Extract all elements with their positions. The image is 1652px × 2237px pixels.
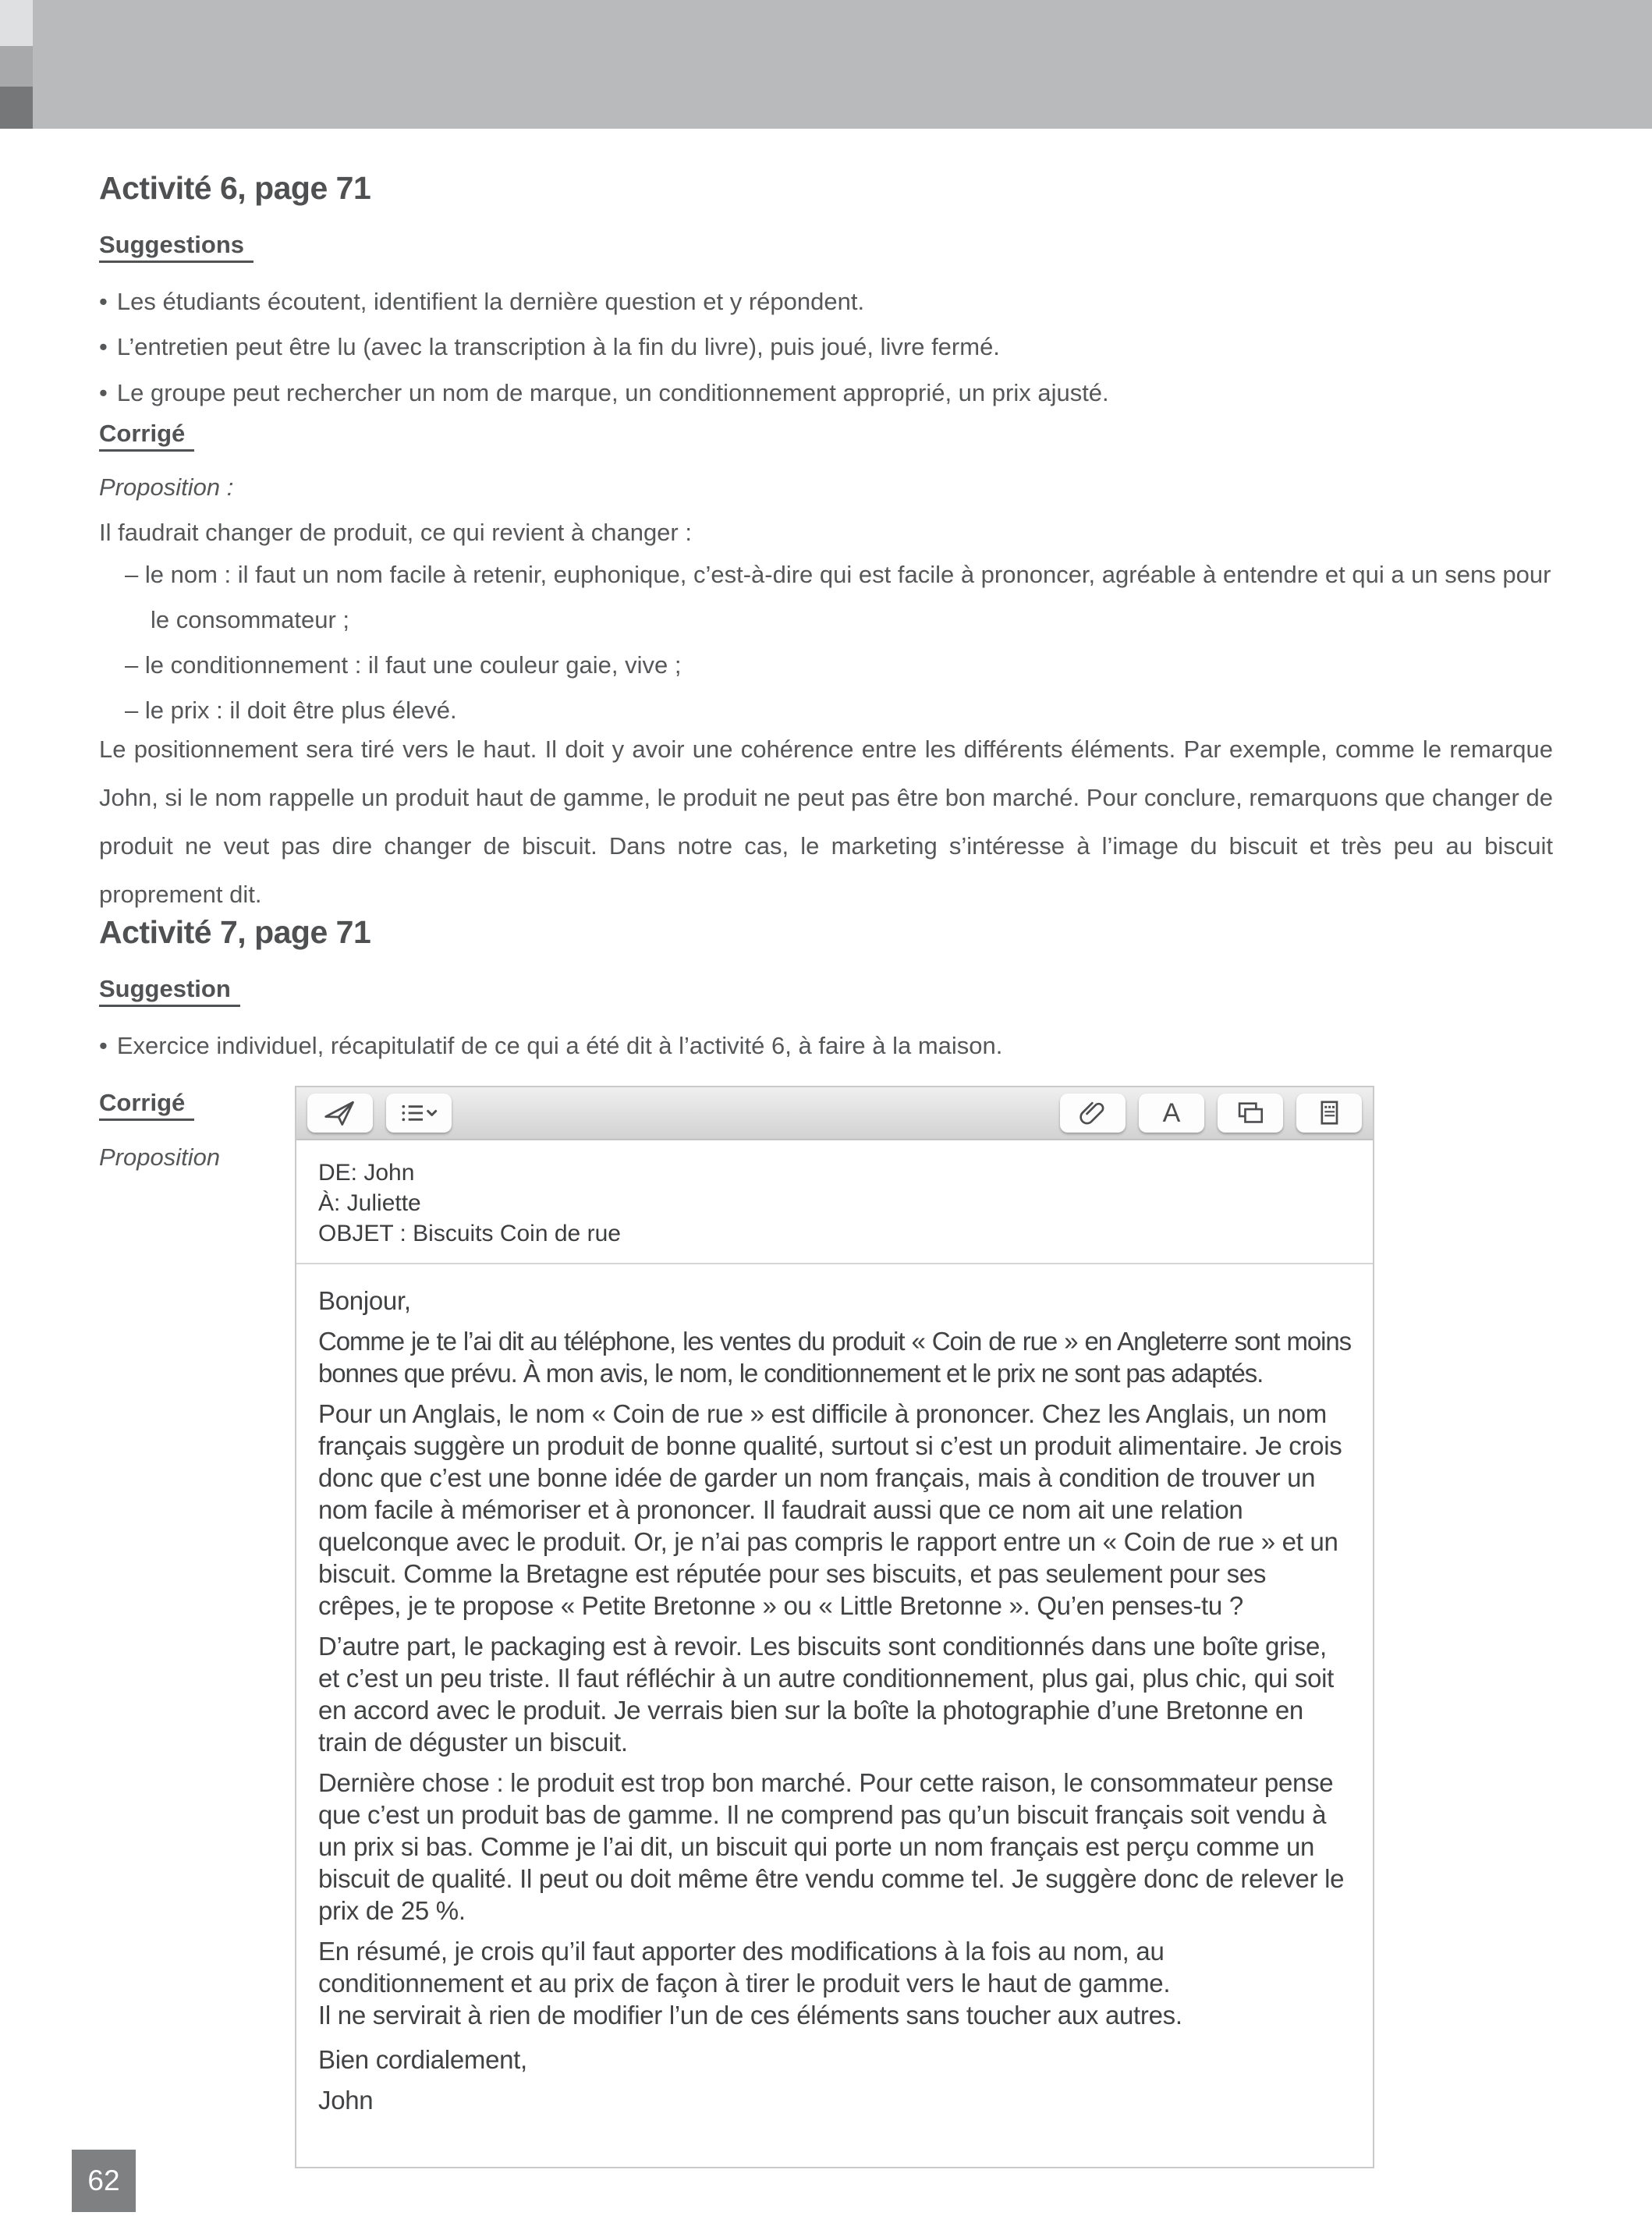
activity6-title: Activité 6, page 71 [99, 170, 371, 206]
email-body [296, 1264, 1373, 2140]
list-options-icon [399, 1100, 438, 1126]
email-paragraph: D’autre part, le packaging est à revoir. Les biscuits sont conditionnés dans une boîte grise, et c’est un peu triste. Il faut réfléchir à un autre conditionnement, plus gai, plus chic, qui soit en accord avec le produit. Je verrais bien sur la boîte la photographie d’une Bretonne en train de déguster un biscuit. [318, 1632, 1335, 1757]
email-compose-panel [295, 1086, 1374, 2168]
proposition-label-2: Proposition [99, 1143, 221, 1171]
change-item: – le prix : il doit être plus élevé. [125, 697, 457, 724]
email-paragraph: Il ne servirait à rien de modifier l’un de ces éléments sans toucher aux autres. [318, 2001, 1182, 2030]
suggestion-item: • Le groupe peut rechercher un nom de marque, un conditionnement approprié, un prix ajusté. [99, 370, 1573, 416]
email-paragraph: Comme je te l’ai dit au téléphone, les ventes du produit « Coin de rue » en Angleterre sont moins bonnes que prévu. À mon avis, le nom, le conditionnement et le prix ne sont pas adaptés. [318, 1327, 1351, 1388]
proposition-label: Proposition : [99, 473, 234, 501]
paperclip-icon [1077, 1097, 1108, 1129]
format-text-button[interactable] [1139, 1094, 1204, 1133]
conclusion-paragraph: Le positionnement sera tiré vers le haut. Il doit y avoir une cohérence entre les différents éléments. Par exemple, comme le remarque John, si le nom rappelle un produit haut de gamme, le produit ne peut pas être bon marché. Pour conclure, remarquons que changer de produit ne veut pas dire changer de biscuit. Dans notre cas, le marketing s’intéresse à l’image du biscuit et très peu au biscuit proprement dit. [99, 736, 1553, 908]
email-paragraph: Bonjour, [318, 1286, 411, 1315]
corner-square-light [0, 0, 33, 46]
suggestion-heading: Suggestion [99, 975, 1553, 1003]
list-options-button[interactable] [386, 1094, 452, 1133]
email-paragraph: En résumé, je crois qu’il faut apporter des modifications à la fois au nom, au conditionnement et au prix de façon à tirer le produit vers le haut de gamme. [318, 1937, 1171, 1998]
email-toolbar [296, 1087, 1373, 1140]
suggestion-item: • Exercice individuel, récapitulatif de ce qui a été dit à l’activité 6, à faire à la maison. [99, 1023, 1573, 1069]
email-paragraph: Pour un Anglais, le nom « Coin de rue » est difficile à prononcer. Chez les Anglais, un nom français suggère un produit de bonne qualité, surtout si c’est un produit alimentaire. Je crois donc que c’est une bonne idée de garder un nom français, mais à condition de trouver un nom facile à mémoriser et à prononcer. Il faudrait aussi que ce nom ait une relation quelconque avec le produit. Or, je n’ai pas compris le rapport entre un « Coin de rue » et un biscuit. Comme la Bretagne est réputée pour ses biscuits, et pas seulement pour ses crêpes, je te propose « Petite Bretonne » ou « Little Bretonne ». Qu’en penses-tu ? [318, 1399, 1342, 1620]
email-header [296, 1140, 1373, 1264]
copy-icon [1235, 1099, 1266, 1127]
attach-button[interactable] [1060, 1094, 1126, 1133]
email-subject: OBJET : Biscuits Coin de rue [318, 1221, 621, 1246]
corner-square-medium [0, 46, 33, 87]
notes-icon [1313, 1097, 1345, 1129]
email-closing: Bien cordialement, [318, 2045, 527, 2074]
suggestion-item: • Les étudiants écoutent, identifient la dernière question et y répondent. [99, 279, 1573, 324]
format-text-icon: A [1162, 1098, 1181, 1128]
email-to: À: Juliette [318, 1190, 421, 1216]
email-paragraph: Dernière chose : le produit est trop bon marché. Pour cette raison, le consommateur pense que c’est un produit bas de gamme. Il ne comprend pas qu’un biscuit français soit vendu à un prix si bas. Comme je l’ai dit, un biscuit qui porte un nom français est perçu comme un biscuit de qualité. Il peut ou doit même être vendu comme tel. Je suggère donc de relever le prix de 25 %. [318, 1768, 1345, 1925]
corrige-heading: Corrigé [99, 420, 1553, 448]
corrige-intro: Il faudrait changer de produit, ce qui revient à changer : [99, 519, 692, 546]
change-item: – le nom : il faut un nom facile à retenir, euphonique, c’est-à-dire qui est facile à prononcer, agréable à entendre et qui a un sens pour le consommateur ; [125, 561, 1551, 633]
header-band [33, 0, 1652, 129]
corrige-heading-2: Corrigé [99, 1089, 194, 1117]
change-item: – le conditionnement : il faut une couleur gaie, vive ; [125, 651, 682, 679]
copy-button[interactable] [1218, 1094, 1283, 1133]
suggestions-heading: Suggestions [99, 231, 1553, 259]
changes-list [99, 552, 1553, 733]
send-button[interactable] [307, 1094, 373, 1133]
notes-button[interactable] [1296, 1094, 1362, 1133]
paper-plane-icon [323, 1098, 357, 1128]
corner-square-dark [0, 87, 33, 129]
activity7-title: Activité 7, page 71 [99, 914, 371, 950]
suggestion-item: • L’entretien peut être lu (avec la transcription à la fin du livre), puis joué, livre fermé. [99, 324, 1573, 370]
email-signature: John [318, 2086, 374, 2115]
email-from: DE: John [318, 1160, 415, 1186]
page-number: 62 [72, 2150, 136, 2212]
